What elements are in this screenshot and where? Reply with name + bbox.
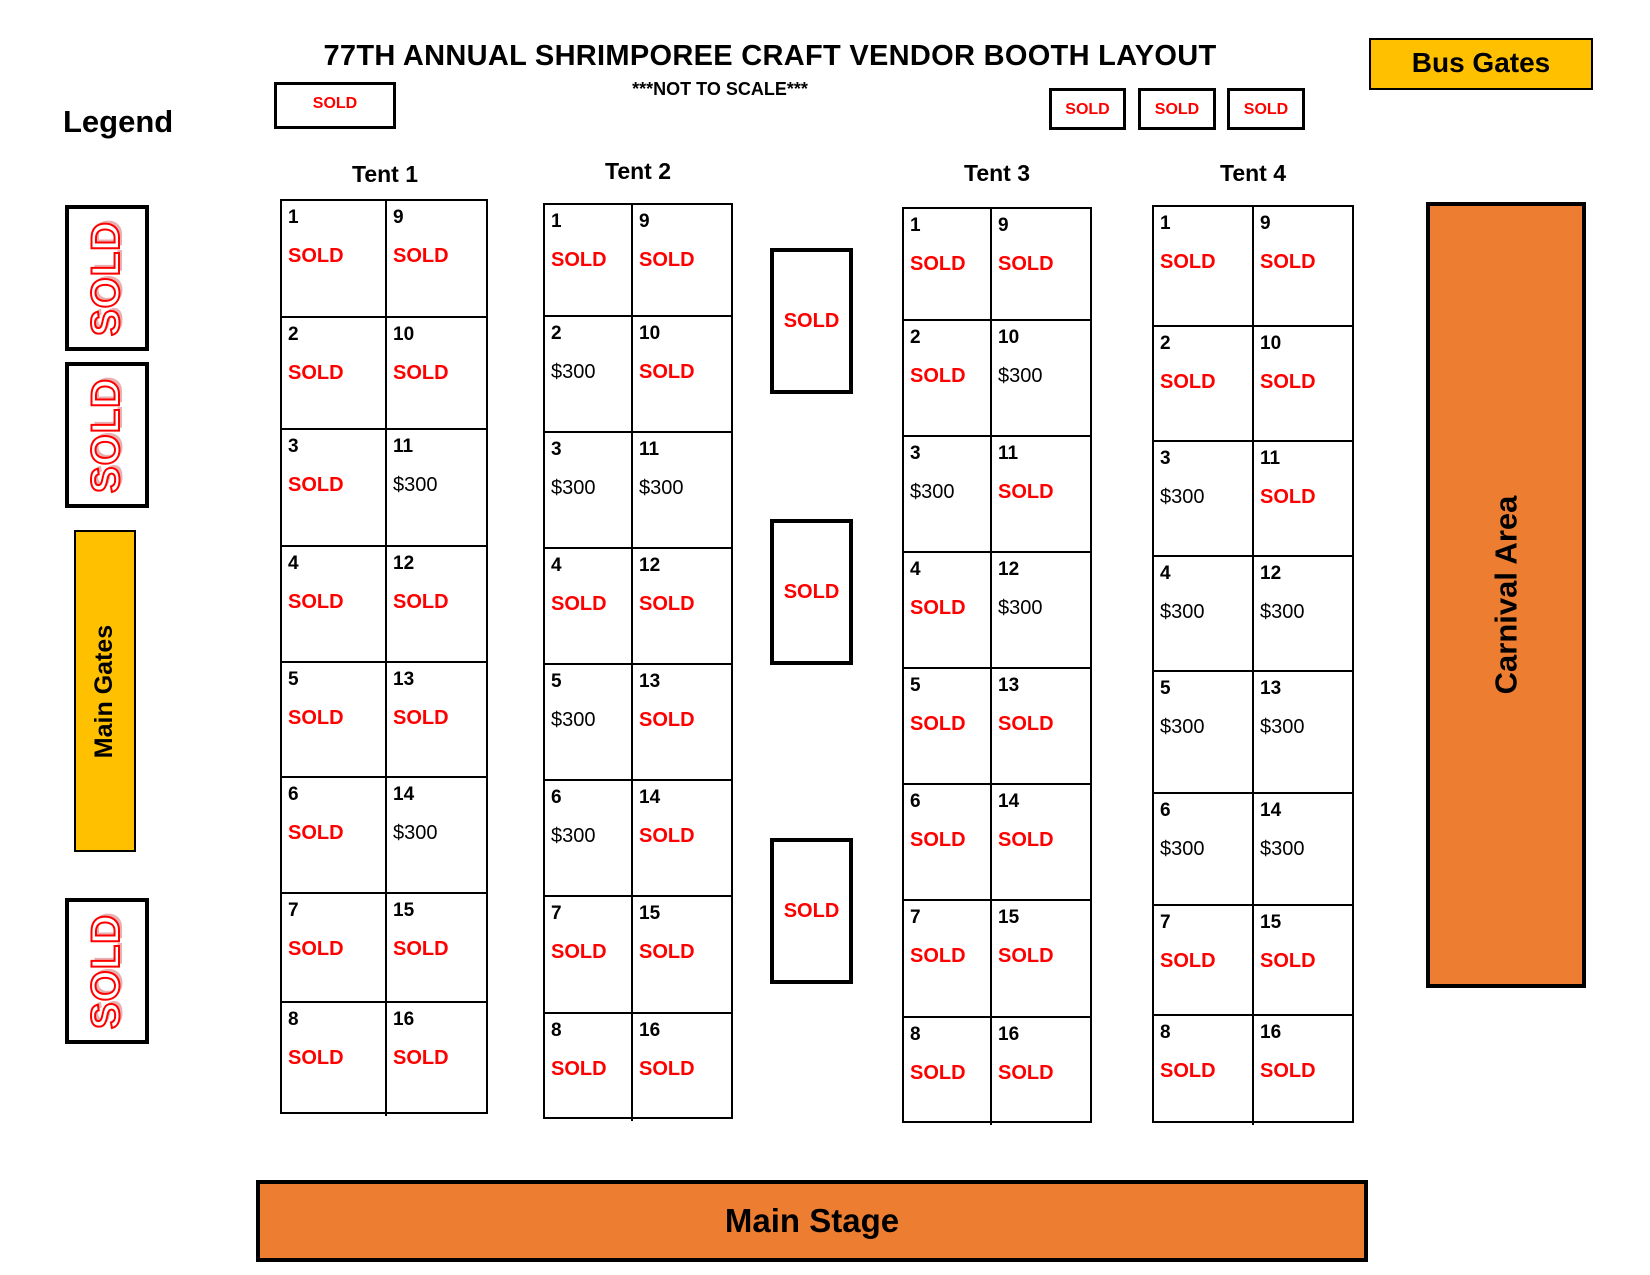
booth-cell[interactable] xyxy=(992,321,1090,435)
booth-cell[interactable] xyxy=(1254,1016,1352,1125)
booth-cell[interactable] xyxy=(904,785,992,899)
booth-number: 3 xyxy=(288,436,299,457)
booth-number: 10 xyxy=(998,327,1020,348)
booth-status-sold: SOLD xyxy=(910,713,966,735)
booth-cell[interactable] xyxy=(387,201,486,316)
booth-row xyxy=(545,547,731,663)
booth-status-sold: SOLD xyxy=(910,253,966,275)
booth-number: 6 xyxy=(1160,800,1171,821)
booth-cell[interactable] xyxy=(633,317,731,431)
tent-4-grid xyxy=(1152,205,1354,1123)
booth-cell[interactable] xyxy=(282,430,387,545)
booth-cell[interactable] xyxy=(992,1018,1090,1125)
tent-1-label: Tent 1 xyxy=(351,161,419,187)
top-booth-sold[interactable]: SOLD xyxy=(1227,88,1305,130)
carnival-area xyxy=(1426,202,1586,988)
top-booth-sold[interactable]: SOLD xyxy=(1049,88,1126,130)
booth-cell[interactable] xyxy=(992,437,1090,551)
booth-number: 7 xyxy=(288,900,299,921)
booth-row xyxy=(545,1012,731,1121)
booth-number: 9 xyxy=(393,207,404,228)
booth-number: 4 xyxy=(551,555,562,576)
booth-status-sold: SOLD xyxy=(998,253,1054,275)
booth-number: 14 xyxy=(639,787,661,808)
booth-number: 9 xyxy=(998,215,1009,236)
booth-price: $300 xyxy=(910,481,955,503)
booth-cell[interactable] xyxy=(633,549,731,663)
booth-status-sold: SOLD xyxy=(551,249,607,271)
booth-row xyxy=(1154,670,1352,792)
booth-number: 6 xyxy=(910,791,921,812)
booth-number: 13 xyxy=(393,669,415,690)
booth-cell[interactable] xyxy=(282,547,387,661)
tent-3-label: Tent 3 xyxy=(963,160,1031,186)
booth-row xyxy=(282,661,486,776)
booth-cell[interactable] xyxy=(1254,672,1352,792)
booth-cell[interactable] xyxy=(633,433,731,547)
booth-number: 12 xyxy=(1260,563,1282,584)
booth-cell[interactable] xyxy=(387,663,486,776)
booth-number: 12 xyxy=(998,559,1020,580)
booth-cell[interactable] xyxy=(1154,442,1254,555)
booth-number: 7 xyxy=(1160,912,1171,933)
booth-row xyxy=(1154,792,1352,904)
tent-2-label: Tent 2 xyxy=(604,158,672,184)
booth-status-sold: SOLD xyxy=(1160,950,1216,972)
booth-number: 13 xyxy=(998,675,1020,696)
booth-number: 1 xyxy=(910,215,921,236)
booth-row xyxy=(1154,440,1352,555)
booth-status-sold: SOLD xyxy=(551,593,607,615)
booth-status-sold: SOLD xyxy=(393,362,449,384)
booth-cell[interactable] xyxy=(992,901,1090,1016)
booth-number: 11 xyxy=(1260,448,1281,469)
booth-cell[interactable] xyxy=(387,430,486,545)
booth-number: 1 xyxy=(288,207,299,228)
booth-row xyxy=(904,1016,1090,1125)
booth-cell[interactable] xyxy=(992,553,1090,667)
booth-cell[interactable] xyxy=(1154,672,1254,792)
booth-cell[interactable] xyxy=(1254,442,1352,555)
booth-status-sold: SOLD xyxy=(393,1047,449,1069)
booth-number: 9 xyxy=(639,211,650,232)
booth-number: 8 xyxy=(288,1009,299,1030)
booth-cell[interactable] xyxy=(904,669,992,783)
booth-number: 2 xyxy=(551,323,562,344)
booth-price: $300 xyxy=(1160,716,1205,738)
booth-number: 6 xyxy=(288,784,299,805)
booth-cell[interactable] xyxy=(904,1018,992,1125)
booth-status-sold: SOLD xyxy=(998,713,1054,735)
booth-row xyxy=(282,776,486,892)
booth-number: 5 xyxy=(551,671,562,692)
booth-price: $300 xyxy=(551,477,596,499)
booth-cell[interactable] xyxy=(1154,557,1254,670)
booth-number: 16 xyxy=(639,1020,661,1041)
booth-number: 5 xyxy=(288,669,299,690)
booth-status-sold: SOLD xyxy=(910,597,966,619)
booth-row xyxy=(1154,904,1352,1014)
main-gates xyxy=(74,530,136,852)
booth-cell[interactable] xyxy=(282,1003,387,1116)
booth-number: 6 xyxy=(551,787,562,808)
booth-number: 8 xyxy=(910,1024,921,1045)
top-booth-sold[interactable]: SOLD xyxy=(1138,88,1216,130)
booth-price: $300 xyxy=(551,361,596,383)
booth-cell[interactable] xyxy=(545,317,633,431)
booth-cell[interactable] xyxy=(282,778,387,892)
booth-row xyxy=(282,1001,486,1116)
booth-number: 5 xyxy=(910,675,921,696)
booth-number: 5 xyxy=(1160,678,1171,699)
booth-price: $300 xyxy=(1260,601,1305,623)
booth-number: 8 xyxy=(551,1020,562,1041)
booth-cell[interactable] xyxy=(904,209,992,319)
booth-number: 15 xyxy=(393,900,415,921)
booth-status-sold: SOLD xyxy=(639,709,695,731)
booth-row xyxy=(1154,207,1352,325)
tent-4-label: Tent 4 xyxy=(1219,160,1287,186)
booth-status-sold: SOLD xyxy=(288,822,344,844)
booth-status-sold: SOLD xyxy=(910,365,966,387)
booth-price: $300 xyxy=(1160,601,1205,623)
booth-status-sold: SOLD xyxy=(551,941,607,963)
booth-cell[interactable] xyxy=(1154,906,1254,1014)
not-to-scale-note: ***NOT TO SCALE*** xyxy=(632,79,808,99)
booth-cell[interactable] xyxy=(904,901,992,1016)
booth-cell[interactable] xyxy=(545,433,633,547)
booth-cell[interactable] xyxy=(1254,327,1352,440)
booth-row xyxy=(545,779,731,895)
booth-status-sold: SOLD xyxy=(1160,371,1216,393)
page-title: 77TH ANNUAL SHRIMPOREE CRAFT VENDOR BOOTH LAYOUT xyxy=(323,40,1217,72)
booth-status-sold: SOLD xyxy=(1260,251,1316,273)
booth-status-sold: SOLD xyxy=(393,938,449,960)
booth-status-sold: SOLD xyxy=(639,593,695,615)
booth-status-sold: SOLD xyxy=(288,474,344,496)
booth-status-sold: SOLD xyxy=(288,591,344,613)
booth-row xyxy=(545,205,731,315)
booth-number: 10 xyxy=(1260,333,1282,354)
booth-status-sold: SOLD xyxy=(1160,1060,1216,1082)
tent-1-grid xyxy=(280,199,488,1114)
booth-cell[interactable] xyxy=(545,205,633,315)
booth-row xyxy=(904,319,1090,435)
booth-cell[interactable] xyxy=(904,321,992,435)
booth-cell[interactable] xyxy=(1154,794,1254,904)
aisle-booth-sold[interactable]: SOLD xyxy=(770,838,853,984)
booth-status-sold: SOLD xyxy=(910,945,966,967)
booth-cell[interactable] xyxy=(387,1003,486,1116)
booth-number: 14 xyxy=(393,784,415,805)
booth-status-sold: SOLD xyxy=(288,938,344,960)
side-booth-sold[interactable] xyxy=(65,205,149,351)
booth-row xyxy=(1154,1014,1352,1125)
booth-cell[interactable] xyxy=(282,663,387,776)
booth-cell[interactable] xyxy=(633,781,731,895)
booth-status-sold: SOLD xyxy=(393,707,449,729)
booth-cell[interactable] xyxy=(633,665,731,779)
booth-status-sold: SOLD xyxy=(1260,1060,1316,1082)
booth-cell[interactable] xyxy=(1254,794,1352,904)
booth-row xyxy=(1154,325,1352,440)
booth-status-sold: SOLD xyxy=(998,481,1054,503)
booth-number: 3 xyxy=(1160,448,1171,469)
top-booth-sold[interactable]: SOLD xyxy=(274,82,396,129)
booth-row xyxy=(904,899,1090,1016)
booth-number: 10 xyxy=(639,323,661,344)
booth-status-sold: SOLD xyxy=(639,361,695,383)
booth-cell[interactable] xyxy=(1254,906,1352,1014)
booth-status-sold: SOLD xyxy=(1160,251,1216,273)
booth-cell[interactable] xyxy=(545,781,633,895)
booth-cell[interactable] xyxy=(992,669,1090,783)
booth-row xyxy=(904,783,1090,899)
booth-row xyxy=(904,435,1090,551)
booth-price: $300 xyxy=(1160,838,1205,860)
aisle-booth-sold[interactable]: SOLD xyxy=(770,248,853,394)
booth-number: 8 xyxy=(1160,1022,1171,1043)
booth-number: 11 xyxy=(639,439,660,460)
booth-status-sold: SOLD xyxy=(639,1058,695,1080)
booth-status-sold: SOLD xyxy=(910,1062,966,1084)
sold-stamp-text: SOLD xyxy=(84,913,129,1029)
main-gates-label: Main Gates xyxy=(90,624,119,758)
booth-status-sold: SOLD xyxy=(1260,950,1316,972)
booth-number: 7 xyxy=(551,903,562,924)
booth-row xyxy=(545,895,731,1012)
booth-row xyxy=(282,545,486,661)
booth-price: $300 xyxy=(998,597,1043,619)
booth-row xyxy=(282,316,486,428)
booth-number: 15 xyxy=(998,907,1020,928)
sold-stamp-text: SOLD xyxy=(84,377,129,493)
booth-cell[interactable] xyxy=(1154,1016,1254,1125)
booth-number: 16 xyxy=(1260,1022,1282,1043)
booth-status-sold: SOLD xyxy=(1260,371,1316,393)
booth-number: 13 xyxy=(639,671,661,692)
sold-stamp-text: SOLD xyxy=(84,220,129,336)
booth-cell[interactable] xyxy=(282,201,387,316)
booth-number: 1 xyxy=(551,211,562,232)
booth-status-sold: SOLD xyxy=(288,1047,344,1069)
booth-cell[interactable] xyxy=(387,778,486,892)
booth-price: $300 xyxy=(998,365,1043,387)
booth-price: $300 xyxy=(1260,716,1305,738)
booth-number: 2 xyxy=(1160,333,1171,354)
booth-number: 1 xyxy=(1160,213,1171,234)
booth-status-sold: SOLD xyxy=(639,825,695,847)
booth-price: $300 xyxy=(393,474,438,496)
booth-row xyxy=(904,209,1090,319)
booth-price: $300 xyxy=(1260,838,1305,860)
booth-number: 11 xyxy=(998,443,1019,464)
booth-row xyxy=(545,315,731,431)
booth-number: 16 xyxy=(998,1024,1020,1045)
booth-price: $300 xyxy=(1160,486,1205,508)
booth-number: 14 xyxy=(998,791,1020,812)
booth-cell[interactable] xyxy=(904,437,992,551)
booth-cell[interactable] xyxy=(1254,557,1352,670)
booth-cell[interactable] xyxy=(545,1014,633,1121)
booth-number: 3 xyxy=(551,439,562,460)
booth-price: $300 xyxy=(551,825,596,847)
booth-row xyxy=(904,551,1090,667)
booth-status-sold: SOLD xyxy=(288,362,344,384)
booth-row xyxy=(904,667,1090,783)
booth-cell[interactable] xyxy=(1154,327,1254,440)
booth-number: 14 xyxy=(1260,800,1282,821)
booth-cell[interactable] xyxy=(545,665,633,779)
booth-number: 7 xyxy=(910,907,921,928)
booth-number: 10 xyxy=(393,324,415,345)
booth-status-sold: SOLD xyxy=(393,245,449,267)
booth-row xyxy=(545,663,731,779)
carnival-area-label: Carnival Area xyxy=(1488,495,1524,695)
booth-number: 12 xyxy=(639,555,661,576)
booth-cell[interactable] xyxy=(282,318,387,428)
booth-status-sold: SOLD xyxy=(998,945,1054,967)
booth-number: 15 xyxy=(1260,912,1282,933)
booth-status-sold: SOLD xyxy=(288,707,344,729)
booth-number: 4 xyxy=(1160,563,1171,584)
booth-number: 13 xyxy=(1260,678,1282,699)
booth-cell[interactable] xyxy=(545,897,633,1012)
booth-number: 4 xyxy=(910,559,921,580)
booth-cell[interactable] xyxy=(282,894,387,1001)
booth-status-sold: SOLD xyxy=(639,249,695,271)
side-booth-sold[interactable] xyxy=(65,362,149,508)
booth-cell[interactable] xyxy=(904,553,992,667)
booth-status-sold: SOLD xyxy=(288,245,344,267)
booth-cell[interactable] xyxy=(992,785,1090,899)
aisle-booth-sold[interactable]: SOLD xyxy=(770,519,853,665)
booth-number: 12 xyxy=(393,553,415,574)
booth-cell[interactable] xyxy=(633,1014,731,1121)
booth-cell[interactable] xyxy=(387,894,486,1001)
booth-status-sold: SOLD xyxy=(639,941,695,963)
booth-number: 2 xyxy=(910,327,921,348)
booth-cell[interactable] xyxy=(1154,207,1254,325)
booth-number: 4 xyxy=(288,553,299,574)
booth-number: 2 xyxy=(288,324,299,345)
booth-price: $300 xyxy=(639,477,684,499)
tent-3-grid xyxy=(902,207,1092,1123)
booth-cell[interactable] xyxy=(1254,207,1352,325)
booth-status-sold: SOLD xyxy=(998,1062,1054,1084)
bus-gates: Bus Gates xyxy=(1369,38,1593,90)
booth-status-sold: SOLD xyxy=(551,1058,607,1080)
booth-number: 9 xyxy=(1260,213,1271,234)
booth-status-sold: SOLD xyxy=(1260,486,1316,508)
booth-cell[interactable] xyxy=(387,318,486,428)
main-stage: Main Stage xyxy=(256,1180,1368,1262)
booth-row xyxy=(1154,555,1352,670)
booth-row xyxy=(282,892,486,1001)
booth-status-sold: SOLD xyxy=(910,829,966,851)
booth-number: 11 xyxy=(393,436,414,457)
booth-cell[interactable] xyxy=(387,547,486,661)
booth-price: $300 xyxy=(551,709,596,731)
side-booth-sold[interactable] xyxy=(65,898,149,1044)
booth-cell[interactable] xyxy=(633,897,731,1012)
booth-row xyxy=(545,431,731,547)
booth-row xyxy=(282,428,486,545)
booth-number: 15 xyxy=(639,903,661,924)
booth-number: 3 xyxy=(910,443,921,464)
tent-2-grid xyxy=(543,203,733,1119)
legend-label: Legend xyxy=(63,104,174,139)
booth-status-sold: SOLD xyxy=(393,591,449,613)
booth-status-sold: SOLD xyxy=(998,829,1054,851)
booth-price: $300 xyxy=(393,822,438,844)
booth-cell[interactable] xyxy=(545,549,633,663)
booth-number: 16 xyxy=(393,1009,415,1030)
booth-cell[interactable] xyxy=(633,205,731,315)
booth-row xyxy=(282,201,486,316)
booth-cell[interactable] xyxy=(992,209,1090,319)
